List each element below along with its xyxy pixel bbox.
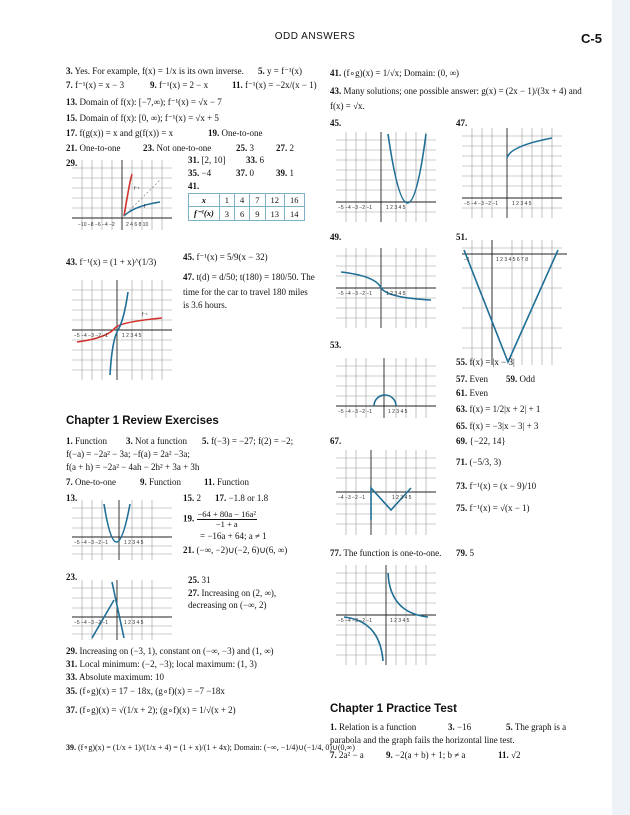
answer-71: 71. (−5/3, 3) [456,457,502,467]
answer-25: 25. 3 [236,143,254,153]
svg-text:−1: −1 [464,257,470,263]
svg-text:1 2 3 4 5: 1 2 3 4 5 [390,618,410,624]
review-5: 5. f(−3) = −27; f(2) = −2; [202,436,294,446]
svg-text:f⁻¹: f⁻¹ [134,186,140,192]
graph-23 [72,580,172,640]
answer-43-cont: f(x) = √x. [330,101,365,111]
table-header-x: x [189,194,220,207]
graph-47 [462,128,562,218]
answer-33: 33. 6 [246,155,264,165]
graph-45-label: 45. [330,118,342,128]
review-7: 7. One-to-one [66,477,116,487]
practice-section-title: Chapter 1 Practice Test [330,703,457,715]
graph-49 [336,248,436,328]
svg-text:−5 −4 −3 −2 −1: −5 −4 −3 −2 −1 [338,618,373,624]
answer-43-right: 43. Many solutions; one possible answer: g(x) = (2x − 1)/(3x + 4) and [330,86,582,96]
review-37: 37. (f∘g)(x) = √(1/x + 2); (g∘f)(x) = 1/√(x + 2) [66,705,236,715]
review-1: 1. Function [66,436,108,446]
svg-text:2 4 6 8 10: 2 4 6 8 10 [126,222,149,228]
table-cell: 13 [265,207,285,221]
running-header: ODD ANSWERS [274,31,356,42]
table-cell: 3 [219,207,234,221]
table-cell: 7 [250,194,265,207]
answer-35: 35. −4 [188,168,212,178]
answer-15: 15. Domain of f(x): [0, ∞); f⁻¹(x) = √x + 5 [66,113,219,123]
review-21: 21. (−∞, −2)∪(−2, 6)∪(6, ∞) [183,545,288,555]
review-13-label: 13. [66,493,78,503]
svg-text:1 2 3 4 5: 1 2 3 4 5 [386,291,406,297]
practice-3: 3. −16 [448,722,472,732]
answer-55: 55. f(x) = |x − 3| [456,357,515,367]
graph-53 [336,358,436,418]
answer-31: 31. [2, 10] [188,155,226,165]
answer-63: 63. f(x) = 1/2|x + 2| + 1 [456,404,541,414]
answer-69: 69. {−22, 14} [456,436,506,446]
svg-text:−4 −3 −2 −1: −4 −3 −2 −1 [338,495,365,501]
svg-text:1 2 3 4 5 6 7 8: 1 2 3 4 5 6 7 8 [496,257,528,263]
svg-text:−10 −8 −6 −4 −2: −10 −8 −6 −4 −2 [78,222,115,228]
answer-7: 7. f⁻¹(x) = x − 3 [66,80,125,90]
graph-77 [336,565,436,665]
practice-9: 9. −2(a + b) + 1; b ≠ a [386,750,466,760]
table-header-finv: f⁻¹(x) [189,207,220,221]
answer-65: 65. f(x) = −3|x − 3| + 3 [456,421,539,431]
practice-11: 11. √2 [498,750,521,760]
answer-75: 75. f⁻¹(x) = √(x − 1) [456,503,530,513]
practice-5-cont: parabola and the graph fails the horizontal line test. [330,735,515,745]
svg-text:−5 −4 −3 −2 −1: −5 −4 −3 −2 −1 [338,205,373,211]
table-cell: 9 [250,207,265,221]
review-27: 27. Increasing on (2, ∞), [188,588,277,598]
graph-51 [462,240,572,370]
svg-text:−5 −4 −3 −2 −1: −5 −4 −3 −2 −1 [464,201,499,207]
graph-51-label: 51. [456,232,468,242]
table-cell: 14 [285,207,305,221]
answer-43: 43. f⁻¹(x) = (1 + x)^(1/3) [66,257,157,267]
page-number: C-5 [581,31,602,46]
svg-text:1 2 3 4 5: 1 2 3 4 5 [512,201,532,207]
answer-3: 3. Yes. For example, f(x) = 1/x is its own inverse. [66,66,244,76]
review-3: 3. Not a function [126,436,187,446]
svg-text:−5 −4 −3 −2 −1: −5 −4 −3 −2 −1 [74,333,109,339]
graph-67-label: 67. [330,436,342,446]
review-23-label: 23. [66,572,78,582]
inverse-table [188,193,305,221]
review-25: 25. 31 [188,575,211,585]
svg-text:1 2 3 4 5: 1 2 3 4 5 [122,333,142,339]
svg-text:1 2 3 4 5: 1 2 3 4 5 [124,620,144,626]
review-15: 15. 2 [183,493,201,503]
answer-5: 5. y = f⁻¹(x) [258,66,303,76]
table-cell: 16 [285,194,305,207]
answer-47-cont2: is 3.6 hours. [183,300,228,310]
answer-77: 77. The function is one-to-one. [330,548,442,558]
graph-29 [72,160,172,232]
practice-7: 7. 2a² − a [330,750,364,760]
svg-text:1 2 3 4 5: 1 2 3 4 5 [388,409,408,415]
answer-9: 9. f⁻¹(x) = 2 − x [150,80,209,90]
svg-text:−5 −4 −3 −2 −1: −5 −4 −3 −2 −1 [338,291,373,297]
graph-53-label: 53. [330,340,342,350]
practice-1: 1. Relation is a function [330,722,417,732]
review-19-cont: = −16a + 64; a ≠ 1 [200,531,267,541]
answer-61: 61. Even [456,388,488,398]
answer-47-cont: time for the car to travel 180 miles [183,287,308,297]
answer-37: 37. 0 [236,168,254,178]
answer-39: 39. 1 [276,168,294,178]
answer-41-label: 41. [188,181,200,191]
answer-11: 11. f⁻¹(x) = −2x/(x − 1) [232,80,317,90]
answer-17: 17. f(g(x)) = x and g(f(x)) = x [66,128,174,138]
svg-text:−5 −4 −3 −2 −1: −5 −4 −3 −2 −1 [74,540,109,546]
graph-43 [72,280,172,385]
graph-13 [72,500,172,560]
graph-47-label: 47. [456,118,468,128]
practice-5: 5. The graph is a [506,722,567,732]
svg-text:−5 −4 −3 −2 −1: −5 −4 −3 −2 −1 [338,409,373,415]
review-11: 11. Function [204,477,250,487]
svg-text:−5 −4 −3 −2 −1: −5 −4 −3 −2 −1 [74,620,109,626]
answer-41: 41. (f∘g)(x) = 1/√x; Domain: (0, ∞) [330,68,460,78]
table-cell: 1 [219,194,234,207]
review-5-cont: f(−a) = −2a² − 3a; −f(a) = 2a² −3a; [66,449,190,459]
answer-23: 23. Not one-to-one [143,143,212,153]
answer-45: 45. f⁻¹(x) = 5/9(x − 32) [183,252,268,262]
review-9: 9. Function [140,477,182,487]
review-39: 39. (f∘g)(x) = (1/x + 1)/(1/x + 4) = (1 + x)/(1 + 4x); Domain: (−∞, −1/4)∪(−1/4, 0)∪(0,∞) [66,743,355,752]
svg-text:1 2 3 4 5: 1 2 3 4 5 [124,540,144,546]
review-17: 17. −1.8 or 1.8 [215,493,269,503]
review-section-title: Chapter 1 Review Exercises [66,415,219,427]
answer-57: 57. Even [456,374,488,384]
svg-text:1 2 3 4 5: 1 2 3 4 5 [386,205,406,211]
review-33: 33. Absolute maximum: 10 [66,672,165,682]
svg-text:1 2 3 4 5: 1 2 3 4 5 [392,495,412,501]
answer-19: 19. One-to-one [208,128,263,138]
review-29: 29. Increasing on (−3, 1), constant on (−∞, −3) and (1, ∞) [66,646,274,656]
svg-text:f⁻¹: f⁻¹ [142,312,148,318]
answer-27: 27. 2 [276,143,294,153]
svg-text:f: f [144,204,146,210]
review-19: 19. $\frac{\text{−64 + 80a − 16a²}}{-1 + a}$ [183,509,256,529]
review-35: 35. (f∘g)(x) = 17 − 18x, (g∘f)(x) = −7 −18x [66,686,225,696]
page-edge-stripe [612,0,630,815]
review-5-cont2: f(a + h) = −2a² − 4ah − 2h² + 3a + 3h [66,462,200,472]
table-cell: 12 [265,194,285,207]
graph-45 [336,132,436,222]
answer-73: 73. f⁻¹(x) = (x − 9)/10 [456,481,537,491]
review-31: 31. Local minimum: (−2, −3); local maximum: (1, 3) [66,659,257,669]
answer-47: 47. t(d) = d/50; t(180) = 180/50. The [183,272,315,282]
table-cell: 6 [235,207,250,221]
graph-49-label: 49. [330,232,342,242]
graph-67 [336,450,436,535]
answer-21: 21. One-to-one [66,143,121,153]
table-cell: 4 [235,194,250,207]
answer-29-label: 29. [66,158,78,168]
review-27-cont: decreasing on (−∞, 2) [188,600,267,610]
answer-59: 59. Odd [506,374,535,384]
answer-79: 79. 5 [456,548,474,558]
answer-13: 13. Domain of f(x): [−7,∞); f⁻¹(x) = √x − 7 [66,97,222,107]
